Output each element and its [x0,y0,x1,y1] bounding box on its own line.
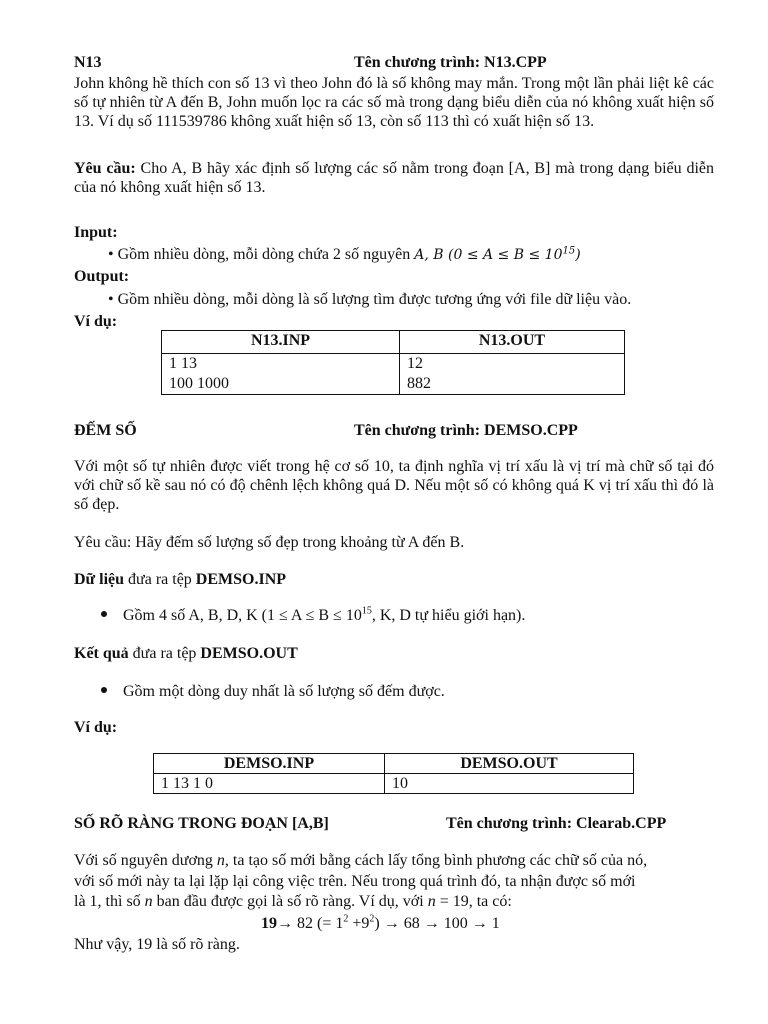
clearab-line-2: với số mới này ta lại lặp lại công việc trên. Nếu trong quá trình đó, ta nhận được số mới [74,873,636,890]
n13-inp-line: 1 13 [169,355,197,372]
bullet-dot-icon [101,611,107,617]
n13-request [74,159,714,197]
demso-data-bullet-pre: Gồm 4 số A, B, D, K (1 ≤ A ≤ B ≤ 10 [123,607,362,624]
clearab-formula [261,914,500,933]
demso-data-heading [74,570,286,589]
formula-part-5: 1 [487,915,500,932]
demso-result-bullet-text: Gồm một dòng duy nhất là số lượng số đếm được. [123,683,445,700]
formula-part-1: 82 (= 1 [293,915,344,932]
clearab-line-1 [74,851,647,870]
n13-input-bullet [108,245,581,265]
clearab-line3-mid: ban đầu được gọi là số rõ ràng. Ví dụ, với [152,893,428,910]
n13-output-label: Output: [74,268,130,285]
n13-input-math-end: ) [575,247,581,263]
demso-data-bullet-post: , K, D tự hiểu giới hạn). [371,607,526,624]
formula-exp-2: 2 [369,913,375,925]
demso-table-header-inp: DEMSO.INP [154,754,385,774]
n13-input-text: • Gồm nhiều dòng, mỗi dòng chứa 2 số nguyên [108,246,415,263]
demso-data-bullet-exp: 15 [361,605,372,617]
demso-data-bullet [101,606,525,625]
n13-input-math [414,247,580,263]
arrow-right-icon: → [471,915,488,932]
demso-data-label: Dữ liệu [74,571,125,588]
demso-example-label: Ví dụ: [74,719,118,736]
bullet-dot-icon [101,687,107,693]
n13-table-header-inp: N13.INP [162,331,400,354]
clearab-line1-n: n [216,852,225,869]
clearab-line3-n: n [144,893,153,910]
n13-request-label: Yêu cầu: [74,160,136,177]
demso-table-out-cell: 10 [385,774,634,794]
clearab-line3-post: = 19, ta có: [435,893,512,910]
n13-input-math-main: A, B (0 ≤ A ≤ B ≤ 10 [414,247,563,263]
n13-example-table [161,330,625,395]
n13-table-header-out: N13.OUT [400,331,625,354]
n13-example-label: Ví dụ: [74,313,118,330]
demso-heading: ĐẾM SỐ [74,422,137,439]
demso-result-bullet [101,682,445,701]
n13-input-math-exp: 15 [562,245,576,257]
clearab-line3-pre: là 1, thì số [74,893,145,910]
n13-heading: N13 [74,54,102,71]
demso-table-inp-cell: 1 13 1 0 [154,774,385,794]
n13-request-text: Cho A, B hãy xác định số lượng các số nằm trong đoạn [A, B] mà trong dạng biểu diễn của nó không xuất hiện số 13. [74,160,714,196]
n13-table-out-cell [400,354,625,395]
demso-request: Yêu cầu: Hãy đếm số lượng số đẹp trong khoảng từ A đến B. [74,534,465,551]
demso-data-file: DEMSO.INP [195,571,287,588]
clearab-conclusion: Như vậy, 19 là số rõ ràng. [74,936,240,953]
clearab-line1-pre: Với số nguyên dương [74,852,217,869]
clearab-line3-n2: n [427,893,436,910]
demso-result-heading [74,644,298,663]
clearab-line1-post: , ta tạo số mới bằng cách lấy tổng bình phương các chữ số của nó, [224,852,648,869]
clearab-line-3 [74,892,512,911]
n13-input-label: Input: [74,224,118,241]
n13-program-label: Tên chương trình: N13.CPP [354,54,547,71]
arrow-right-icon: → [383,915,400,932]
clearab-program-label: Tên chương trình: Clearab.CPP [446,815,667,832]
clearab-heading: SỐ RÕ RÀNG TRONG ĐOẠN [A,B] [74,815,329,832]
demso-intro: Với một số tự nhiên được viết trong hệ cơ số 10, ta định nghĩa vị trí xấu là vị trí mà chữ số tại đó với chữ số kề sau nó có độ chênh lệch không quá D. Nếu một số có không quá K vị trí xấu thì đó là số đẹp. [74,458,714,513]
arrow-right-icon: → [423,915,440,932]
formula-plus: +9 [348,915,370,932]
demso-example-table [153,753,634,794]
demso-result-label: Kết quả [74,645,129,662]
demso-program-label: Tên chương trình: DEMSO.CPP [354,422,578,439]
n13-table-inp-cell [162,354,400,395]
formula-exp-1: 2 [343,913,349,925]
demso-data-rest: đưa ra tệp [124,571,196,588]
formula-part-4: 100 [439,915,472,932]
formula-part-2: ) [374,915,384,932]
formula-start: 19 [261,915,277,932]
n13-inp-line: 100 1000 [169,375,229,392]
n13-intro: John không hề thích con số 13 vì theo John đó là số không may mắn. Trong một lần phải liệt kê các số tự nhiên từ A đến B, John muốn lọc ra các số mà trong dạng biểu diễn của nó không xuất hiện số 13. Ví dụ số 111539786 không xuất hiện số 13, còn số 113 thì có xuất hiện số 13. [74,75,714,130]
demso-result-file: DEMSO.OUT [200,645,298,662]
n13-out-line: 12 [407,355,423,372]
formula-part-3: 68 [399,915,424,932]
demso-table-header-out: DEMSO.OUT [385,754,634,774]
arrow-right-icon: → [277,915,293,932]
demso-result-rest: đưa ra tệp [128,645,201,662]
n13-out-line: 882 [407,375,431,392]
n13-output-bullet: • Gồm nhiều dòng, mỗi dòng là số lượng tìm được tương ứng với file dữ liệu vào. [108,291,632,308]
